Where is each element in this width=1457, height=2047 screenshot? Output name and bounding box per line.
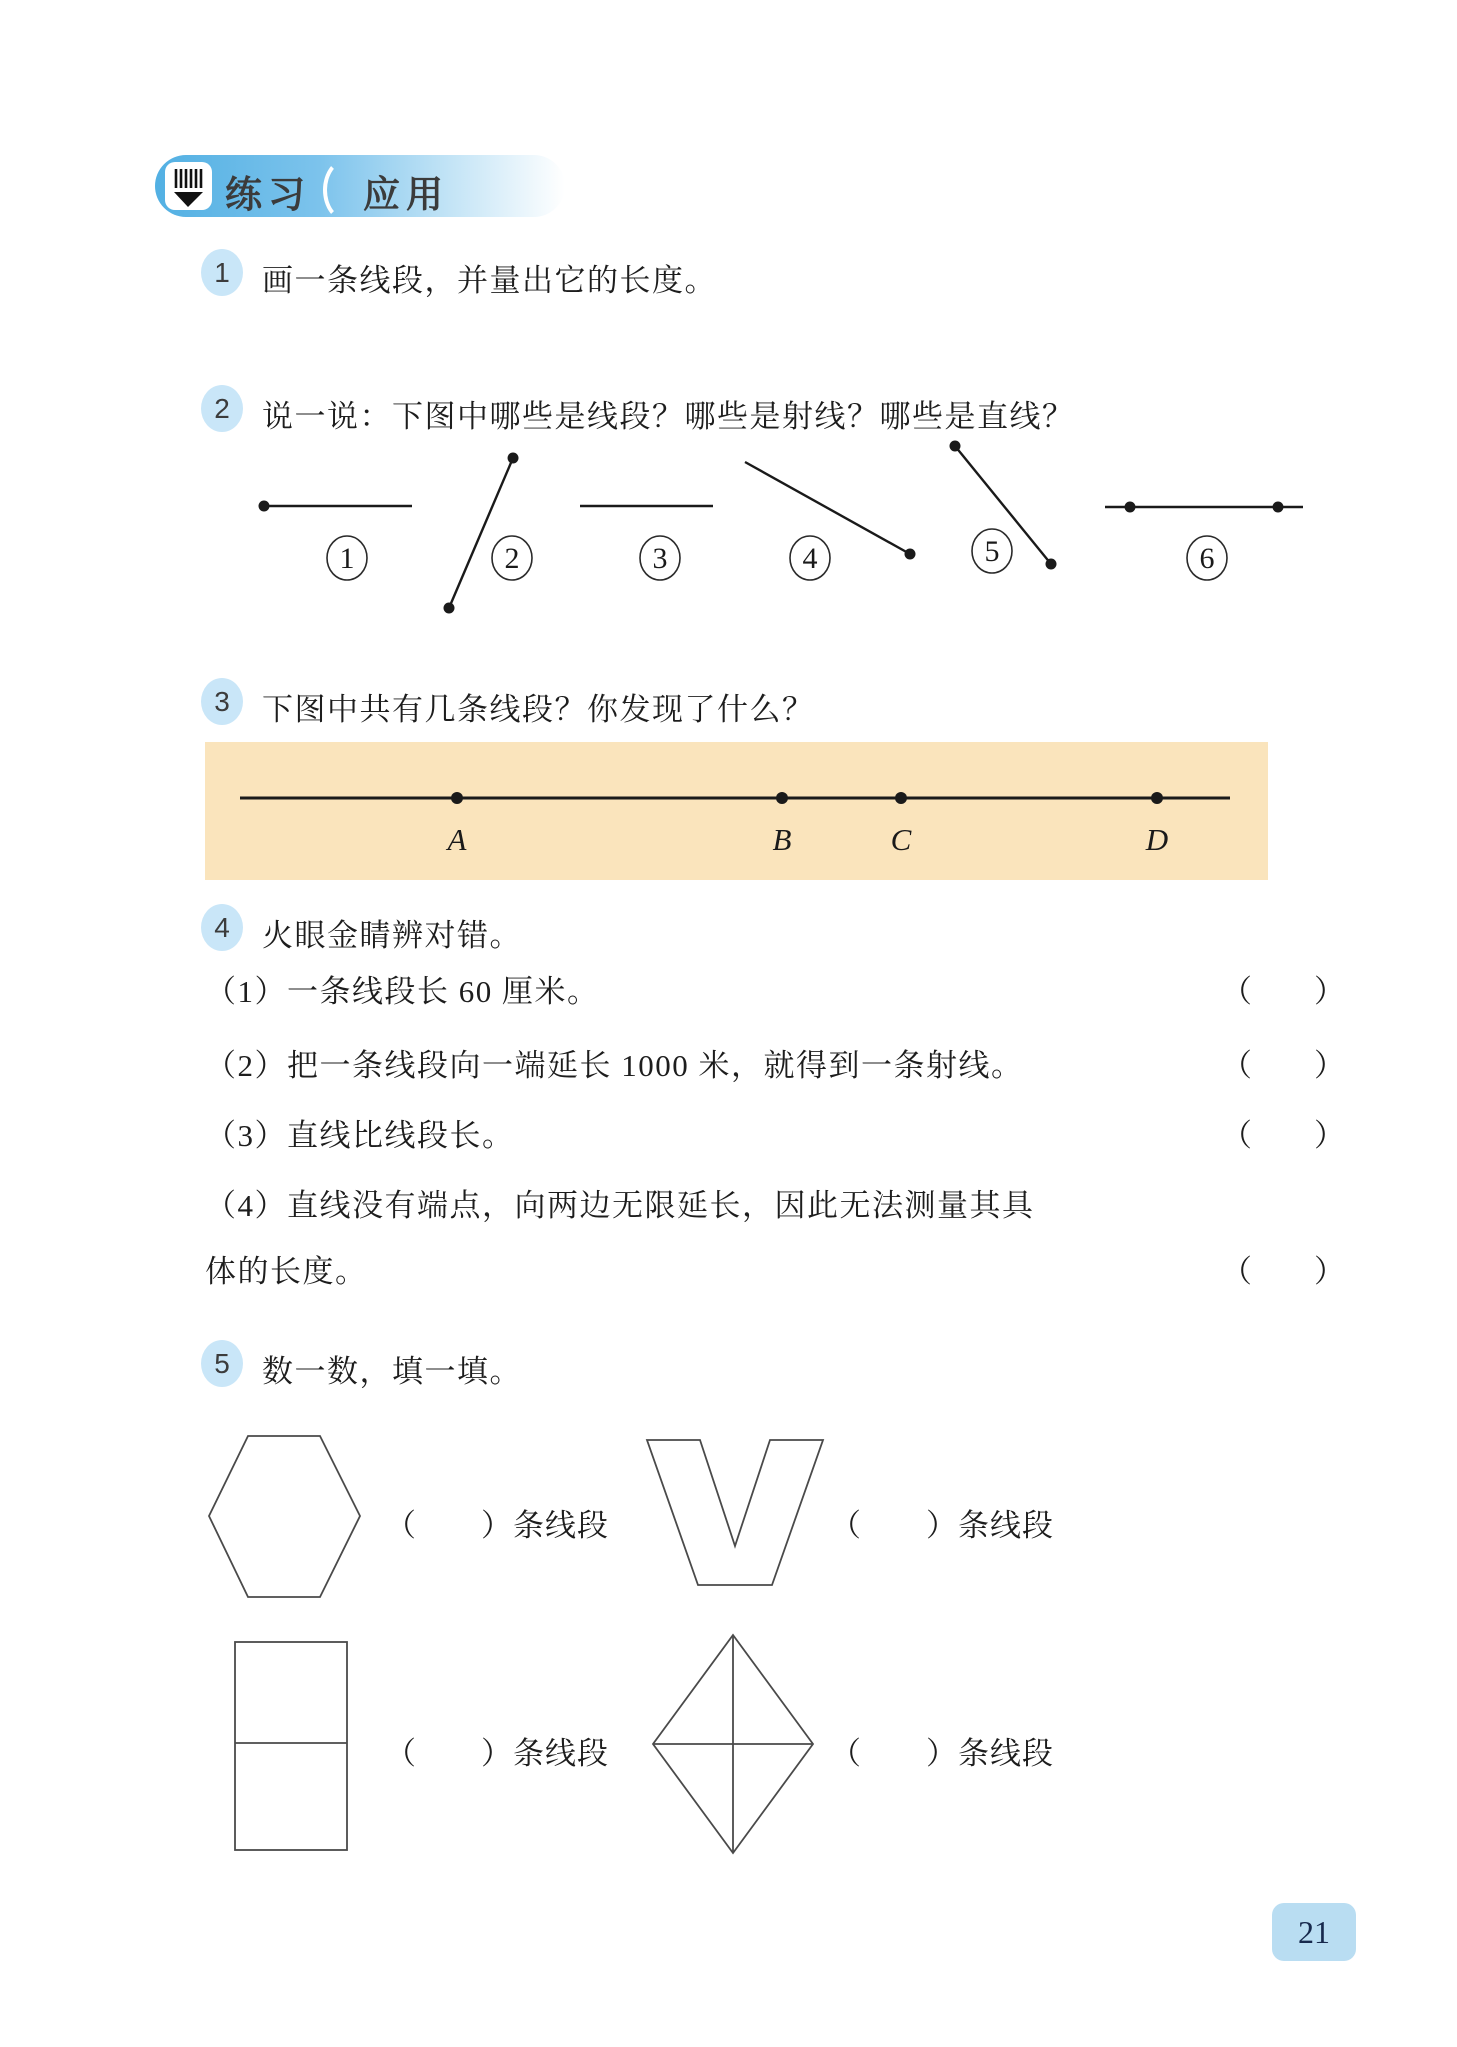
ex4-item-4-text: （4）直线没有端点，向两边无限延长，因此无法测量其具 xyxy=(205,1187,1035,1223)
ex1-number-badge: 1 xyxy=(201,249,243,296)
ex4-text: 火眼金睛辨对错。 xyxy=(262,918,522,953)
section-header xyxy=(155,155,565,217)
svg-text:5: 5 xyxy=(984,535,1000,568)
ex4-item-1 xyxy=(205,966,1345,1010)
v-shape xyxy=(645,1438,825,1588)
ex4-item-4-line1 xyxy=(205,1180,1345,1224)
ex4-item-4-text-continued: 体的长度。 xyxy=(205,1253,368,1289)
point-label-C: C xyxy=(890,822,912,857)
rectangle-answer-label: （ ）条线段 xyxy=(385,1736,609,1771)
ex4-number-badge: 4 xyxy=(201,904,243,951)
figure-ray-1 xyxy=(259,501,413,581)
ex4-item-2 xyxy=(205,1040,1345,1084)
ex4-item-1-answer-blank: （ ） xyxy=(1221,973,1345,1009)
hexagon-shape xyxy=(207,1434,363,1600)
divided-rectangle-shape xyxy=(233,1640,349,1852)
svg-text:2: 2 xyxy=(504,542,520,575)
header-title-practice: 练习 xyxy=(225,174,311,215)
page-number-badge: 21 xyxy=(1272,1903,1356,1961)
ex3-diagram-panel xyxy=(205,742,1268,880)
point-label-B: B xyxy=(772,822,792,857)
diamond-shape xyxy=(651,1633,815,1855)
ex1-text: 画一条线段，并量出它的长度。 xyxy=(262,263,717,298)
ex4-item-1-text: （1）一条线段长 60 厘米。 xyxy=(205,973,600,1009)
figure-line-through-points-6 xyxy=(1105,502,1303,581)
point-label-A: A xyxy=(447,822,467,857)
pencil-icon xyxy=(165,162,212,210)
ex4-item-4-answer-blank: （ ） xyxy=(1221,1253,1345,1289)
figure-segment-2 xyxy=(444,453,533,614)
ex4-item-2-text: （2）把一条线段向一端延长 1000 米，就得到一条射线。 xyxy=(205,1047,1024,1083)
ex2-number-badge: 2 xyxy=(201,385,243,432)
ex4-item-3-text: （3）直线比线段长。 xyxy=(205,1117,515,1153)
point-label-D: D xyxy=(1145,822,1169,857)
ex4-item-3 xyxy=(205,1110,1345,1154)
ex3-line-diagram xyxy=(205,742,1268,880)
svg-text:1: 1 xyxy=(339,542,355,575)
header-title-apply: 应用 xyxy=(363,174,449,215)
figure-line-3 xyxy=(580,506,713,580)
v-shape-answer-label: （ ）条线段 xyxy=(830,1508,1054,1543)
ex5-number-badge: 5 xyxy=(201,1340,243,1387)
ex2-figures xyxy=(180,430,1340,640)
ex2-text: 说一说：下图中哪些是线段？哪些是射线？哪些是直线？ xyxy=(262,399,1075,434)
ex4-item-3-answer-blank: （ ） xyxy=(1221,1117,1345,1153)
figure-ray-4 xyxy=(745,462,916,580)
ex4-item-2-answer-blank: （ ） xyxy=(1221,1047,1345,1083)
svg-text:6: 6 xyxy=(1199,542,1215,575)
hexagon-answer-label: （ ）条线段 xyxy=(385,1508,609,1543)
ex4-item-4-line2 xyxy=(205,1246,1345,1290)
svg-text:3: 3 xyxy=(652,542,668,575)
svg-text:4: 4 xyxy=(802,542,818,575)
diamond-answer-label: （ ）条线段 xyxy=(830,1736,1054,1771)
ex5-text: 数一数，填一填。 xyxy=(262,1354,522,1389)
ex3-number-badge: 3 xyxy=(201,678,243,725)
ex3-text: 下图中共有几条线段？你发现了什么？ xyxy=(262,692,815,727)
figure-segment-5 xyxy=(950,441,1057,574)
